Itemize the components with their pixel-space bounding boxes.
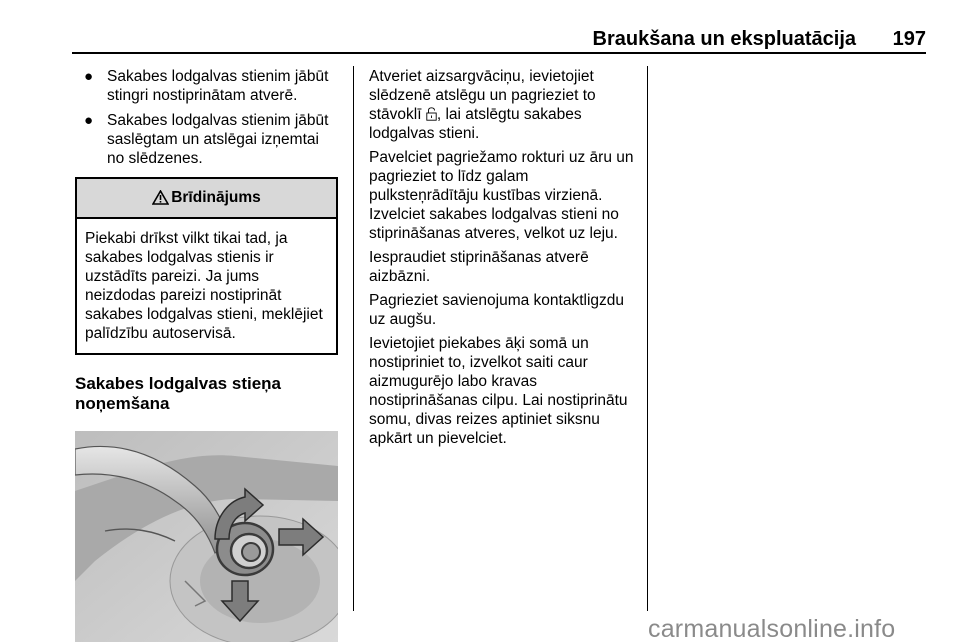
warning-header	[77, 179, 336, 219]
list-item	[75, 111, 338, 168]
instruction-paragraph: Iespraudiet stiprināšanas atverē aizbāzni.	[369, 249, 589, 285]
paragraph-text: Atveriet aizsargvāciņu, ievietojiet slēdzenē atslēgu un pagrieziet to stāvoklī	[369, 68, 596, 123]
column-divider	[353, 66, 354, 611]
instruction-paragraph: Ievietojiet piekabes āķi somā un nostipriniet to, izvelkot saiti caur aizmugurējo labo kravas nostiprināšanas cilpu. Lai nostiprinātu somu, divas reizes aptiniet siksnu apkārt un pievelciet.	[369, 335, 628, 447]
bullet-icon: ●	[84, 112, 94, 129]
watermark: carmanualsonline.info	[648, 615, 896, 643]
instruction-paragraph: Pagrieziet savienojuma kontaktligzdu uz augšu.	[369, 292, 625, 328]
right-column	[369, 67, 637, 453]
warning-title: Brīdinājums	[171, 189, 261, 206]
list-item	[75, 67, 338, 105]
unlock-position-icon	[426, 107, 437, 121]
warning-box	[75, 177, 338, 355]
section-heading: Sakabes lodgalvas stieņa noņemšana	[75, 374, 281, 413]
bullet-icon: ●	[84, 68, 94, 85]
warning-triangle-icon	[152, 190, 169, 205]
warning-body: Piekabi drīkst vilkt tikai tad, ja sakabes lodgalvas stienis ir uzstādīts pareizi. Ja jums neizdodas pareizi nostiprināt sakabes lodgalvas stieni, meklējiet palīdzību autoservisā.	[85, 230, 323, 342]
bullet-list	[75, 67, 338, 168]
column-divider	[647, 66, 648, 611]
tow-bar-removal-illustration	[75, 431, 338, 642]
bullet-text: Sakabes lodgalvas stienim jābūt saslēgtam un atslēgai izņemtai no slēdzenes.	[107, 112, 329, 167]
header-title: Braukšana un ekspluatācija	[592, 28, 856, 50]
page-header	[72, 22, 926, 52]
bullet-text: Sakabes lodgalvas stienim jābūt stingri nostiprinātam atverē.	[107, 68, 329, 104]
instruction-paragraph	[369, 67, 637, 143]
left-column	[75, 67, 338, 642]
paragraph-text: , lai atslēgtu sakabes lodgalvas stieni.	[369, 106, 582, 142]
header-rule	[72, 52, 926, 54]
page-number: 197	[892, 28, 926, 50]
instruction-paragraph: Pavelciet pagriežamo rokturi uz āru un pagrieziet to līdz galam pulksteņrādītāju kustības virzienā. Izvelciet sakabes lodgalvas stieni no stiprināšanas atveres, velkot uz leju.	[369, 149, 634, 242]
